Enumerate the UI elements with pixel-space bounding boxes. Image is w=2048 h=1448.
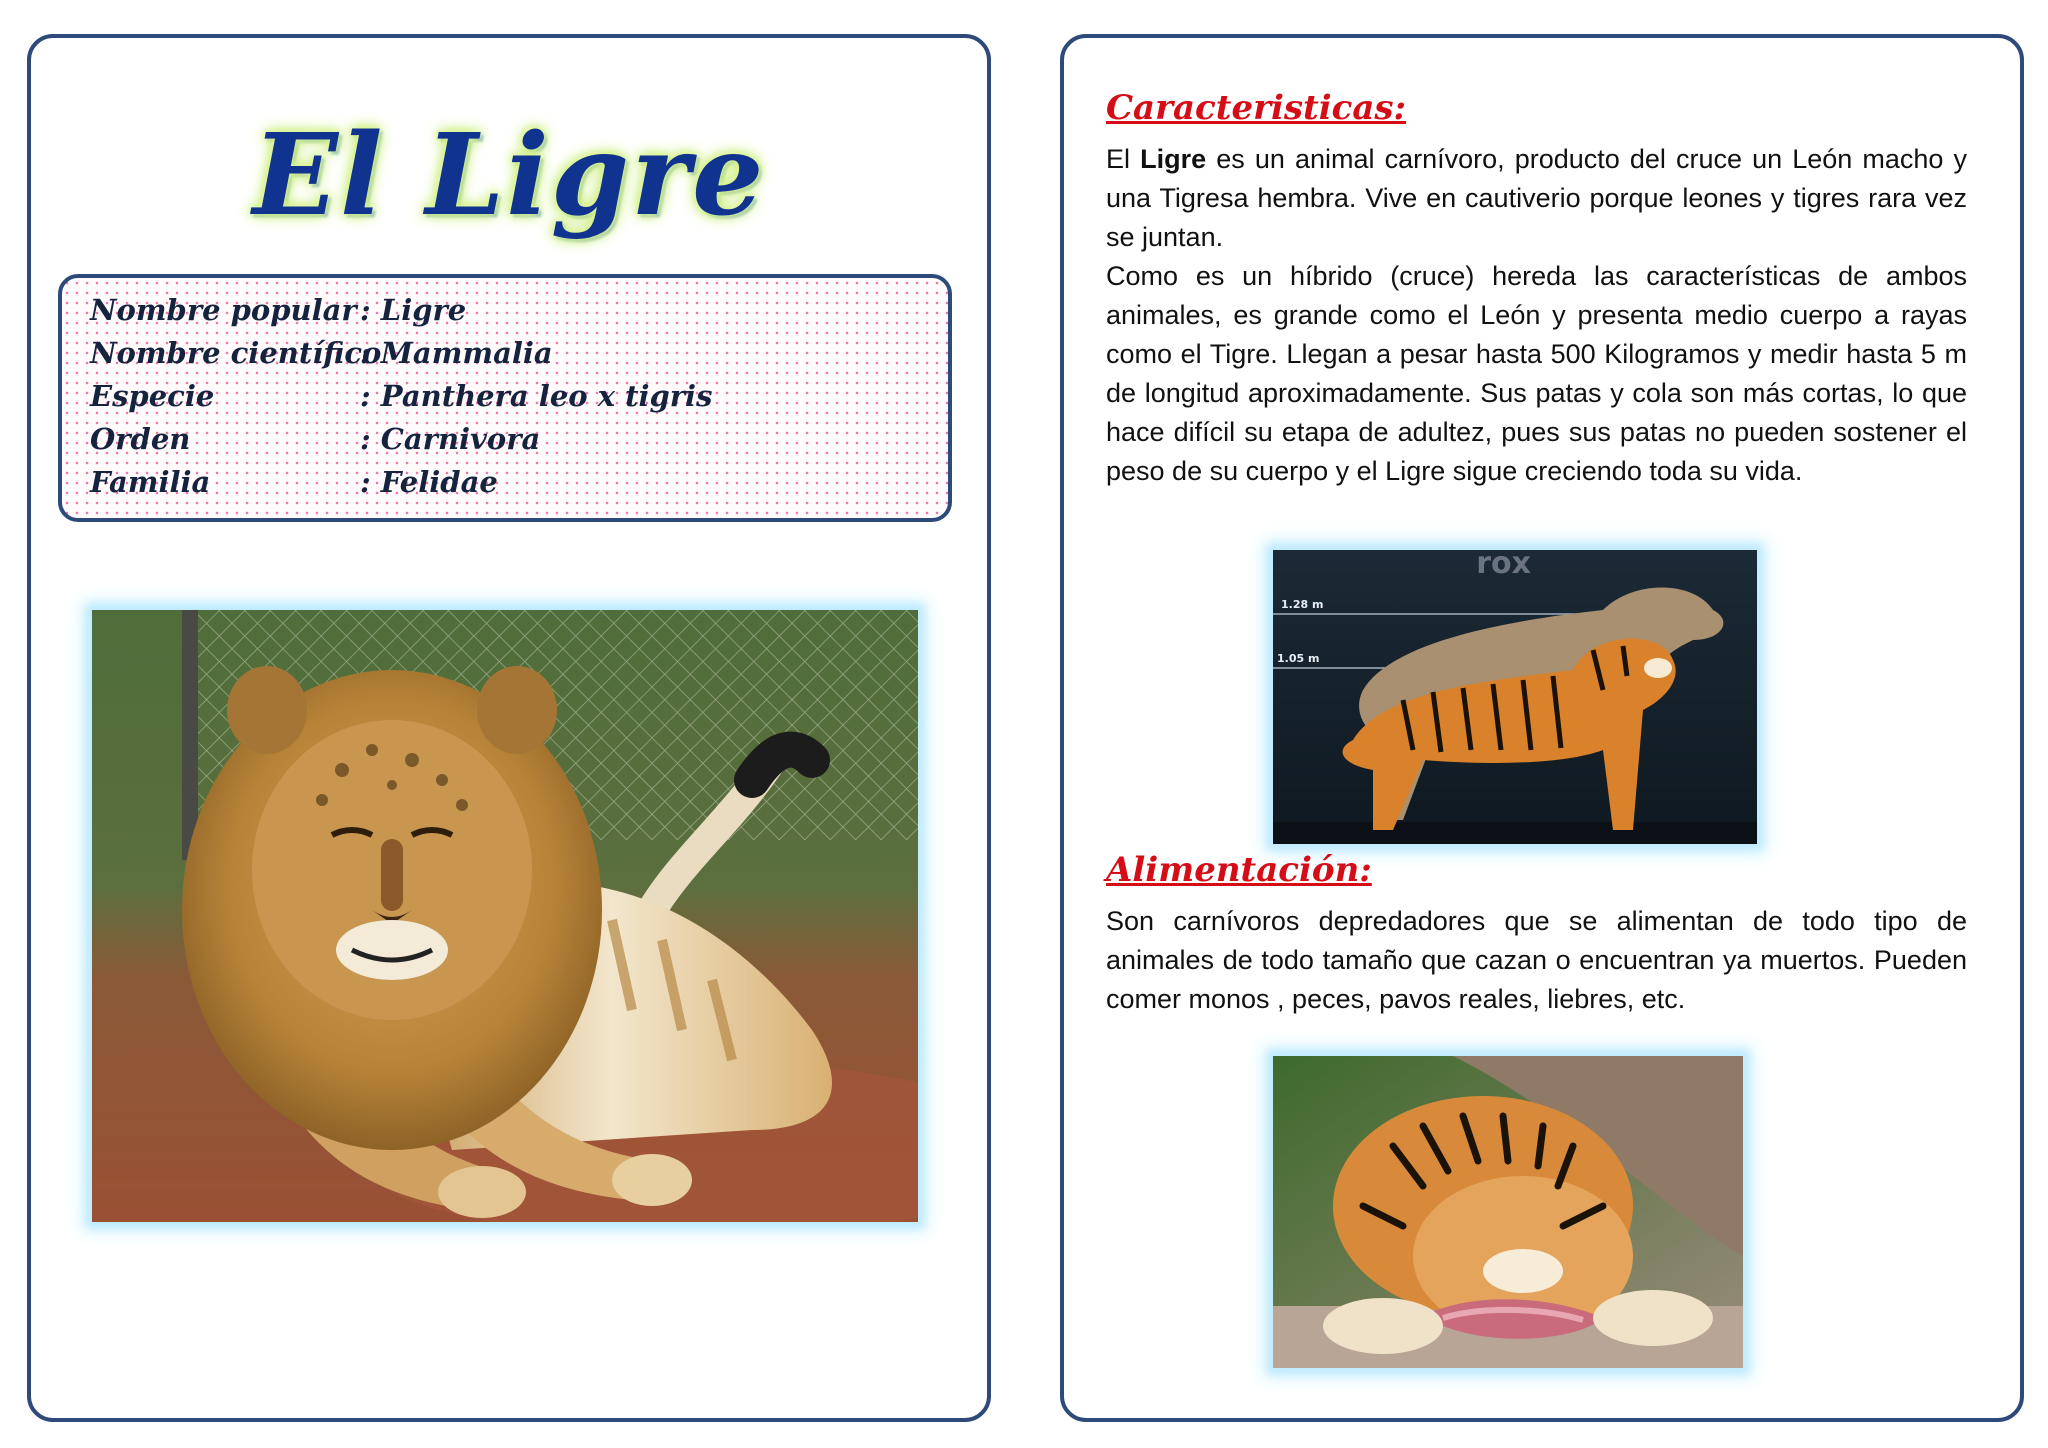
info-value: : Carnivora	[360, 421, 541, 456]
info-label: Especie	[90, 378, 215, 413]
info-label: Familia	[90, 464, 211, 499]
alimentacion-heading: Alimentación:	[1106, 850, 1372, 890]
height-label-lion: 1.28 m	[1281, 598, 1324, 611]
size-comparison-image	[1273, 550, 1757, 844]
info-row-popular	[90, 288, 948, 331]
info-label: Orden	[90, 421, 191, 456]
text-rest: es un animal carnívoro, producto del cruce un León macho y una Tigresa hembra. Vive en cautiverio porque leones y tigres rara vez se juntan.	[1106, 144, 1967, 252]
info-row-scientific	[90, 331, 948, 374]
text-bold-ligre: Ligre	[1140, 144, 1207, 174]
info-row-species	[90, 374, 948, 417]
caracteristicas-paragraph-2: Como es un híbrido (cruce) hereda las características de ambos animales, es grande como el León y presenta medio cuerpo a rayas como el Tigre. Llegan a pesar hasta 500 Kilogramos y medir hasta 5 m de longitud aproximadamente. Sus patas y cola son más cortas, lo que hace difícil su etapa de adultez, pues sus patas no pueden sostener el peso de su cuerpo y el Ligre sigue creciendo toda su vida.	[1106, 261, 1967, 486]
info-value: : Panthera leo x tigris	[360, 378, 713, 413]
text-lead: El	[1106, 144, 1141, 174]
alimentacion-paragraph: Son carnívoros depredadores que se alimentan de todo tipo de animales de todo tamaño que cazan o encuentran ya muertos. Pueden comer monos , peces, pavos reales, liebres, etc.	[1106, 906, 1967, 1014]
tiger-eating-photo	[1273, 1056, 1743, 1368]
liger-photo	[92, 610, 918, 1222]
info-value: : Felidae	[360, 464, 498, 499]
info-row-order	[90, 417, 948, 460]
info-value: : Ligre	[360, 292, 467, 327]
right-panel	[1060, 34, 2024, 1422]
info-label: Nombre científico	[90, 335, 382, 370]
caracteristicas-paragraph-1	[1106, 140, 1967, 257]
size-comparison-illustration	[1273, 550, 1757, 844]
liger-illustration	[92, 610, 918, 1222]
image-watermark: rox	[1476, 550, 1532, 581]
tiger-eating-illustration	[1273, 1056, 1743, 1368]
info-label: Nombre popular	[90, 292, 357, 327]
page-title: El Ligre	[252, 110, 766, 241]
left-panel	[27, 34, 991, 1422]
info-value: : Mammalia	[360, 335, 553, 370]
height-label-tiger: 1.05 m	[1277, 652, 1320, 665]
taxonomy-info-box	[58, 274, 952, 522]
caracteristicas-heading: Caracteristicas:	[1106, 88, 1407, 128]
info-row-family	[90, 460, 948, 503]
